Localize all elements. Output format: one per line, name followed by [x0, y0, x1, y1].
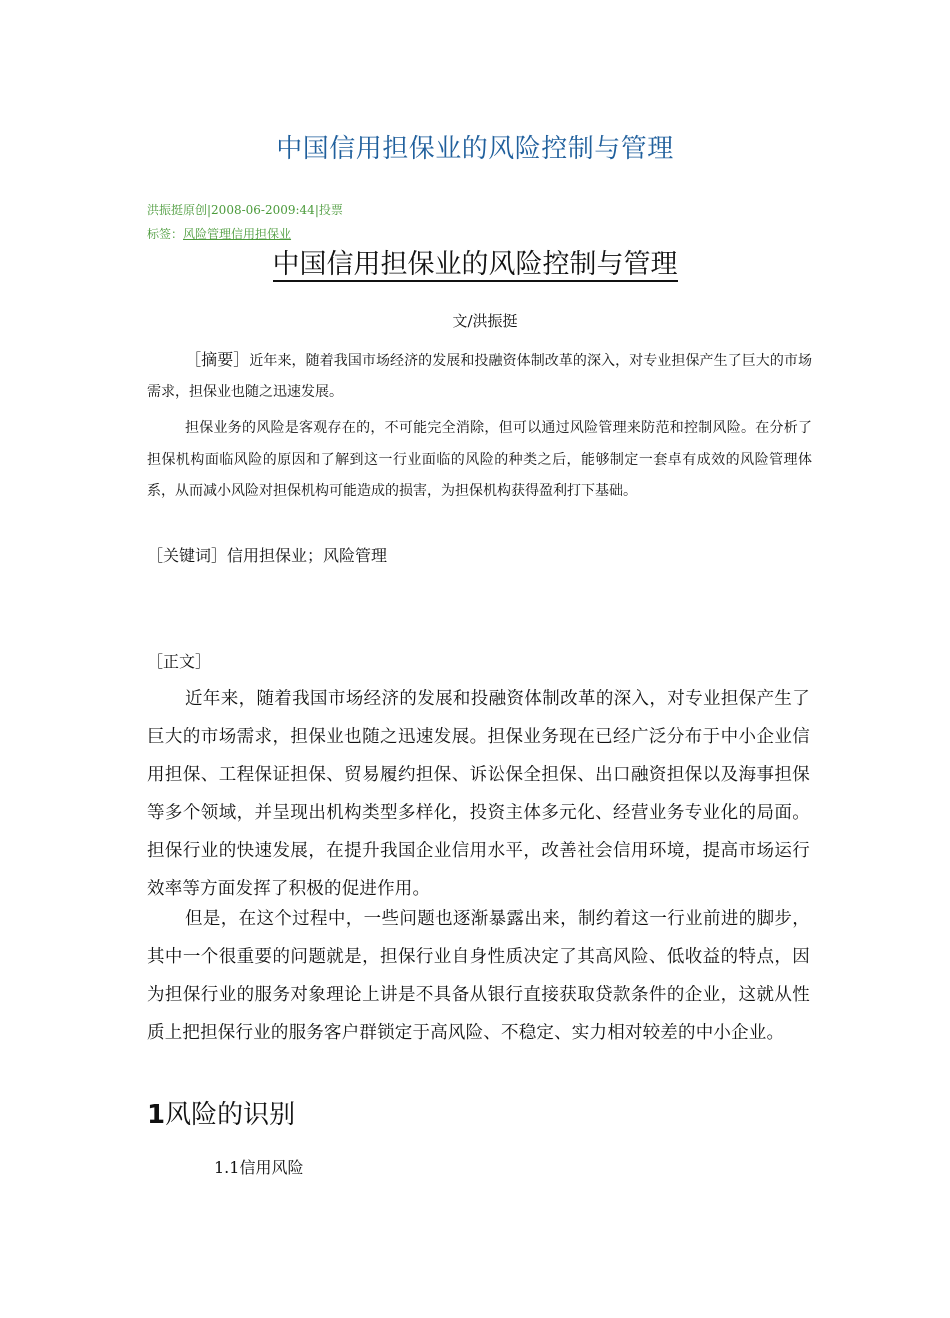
abstract-paragraph-2: 担保业务的风险是客观存在的，不可能完全消除，但可以通过风险管理来防范和控制风险。在分析了担保机构面临风险的原因和了解到这一行业面临的风险的种类之后，能够制定一套卓有成效的风险管理体系，从而减小风险对担保机构可能造成的损害，为担保机构获得盈利打下基础。 — [147, 420, 812, 499]
subsection-heading: 1.1信用风险 — [214, 1158, 304, 1177]
tags-row — [147, 225, 291, 242]
body-paragraph-1: 近年来，随着我国市场经济的发展和投融资体制改革的深入，对专业担保产生了巨大的市场需求，担保业也随之迅速发展。担保业务现在已经广泛分布于中小企业信用担保、工程保证担保、贸易履约担保、诉讼保全担保、出口融资担保以及海事担保等多个领域，并呈现出机构类型多样化，投资主体多元化、经营业务专业化的局面。担保行业的快速发展，在提升我国企业信用水平，改善社会信用环境，提高市场运行效率等方面发挥了积极的促进作用。 — [147, 689, 810, 899]
article-title-text: 中国信用担保业的风险控制与管理 — [272, 249, 678, 280]
article-title — [0, 242, 950, 281]
section-heading — [147, 1094, 295, 1131]
body-paragraph-2: 但是，在这个过程中，一些问题也逐渐暴露出来，制约着这一行业前进的脚步，其中一个很重要的问题就是，担保行业自身性质决定了其高风险、低收益的特点，因为担保行业的服务对象理论上讲是不具备从银行直接获取贷款条件的企业，这就从性质上把担保行业的服务客户群锁定于高风险、不稳定、实力相对较差的中小企业。 — [147, 909, 810, 1043]
section-title: 风险的识别 — [165, 1100, 296, 1130]
blog-title: 中国信用担保业的风险控制与管理 — [276, 134, 674, 164]
abstract-label: ［摘要］ — [185, 350, 250, 369]
body-label: ［正文］ — [147, 652, 212, 671]
tags-label: 标签： — [147, 227, 184, 241]
tag-link[interactable]: 风险管理信用担保业 — [183, 227, 292, 241]
section-number: 1 — [147, 1100, 166, 1130]
keywords: ［关键词］信用担保业；风险管理 — [147, 546, 388, 565]
abstract-text: 近年来，随着我国市场经济的发展和投融资体制改革的深入，对专业担保产生了巨大的市场需求，担保业也随之迅速发展。 — [147, 353, 812, 400]
post-meta: 洪振挺原创|2008-06-2009:44|投票 — [147, 203, 343, 217]
byline: 文/洪振挺 — [452, 312, 518, 330]
abstract-paragraph — [147, 344, 812, 408]
